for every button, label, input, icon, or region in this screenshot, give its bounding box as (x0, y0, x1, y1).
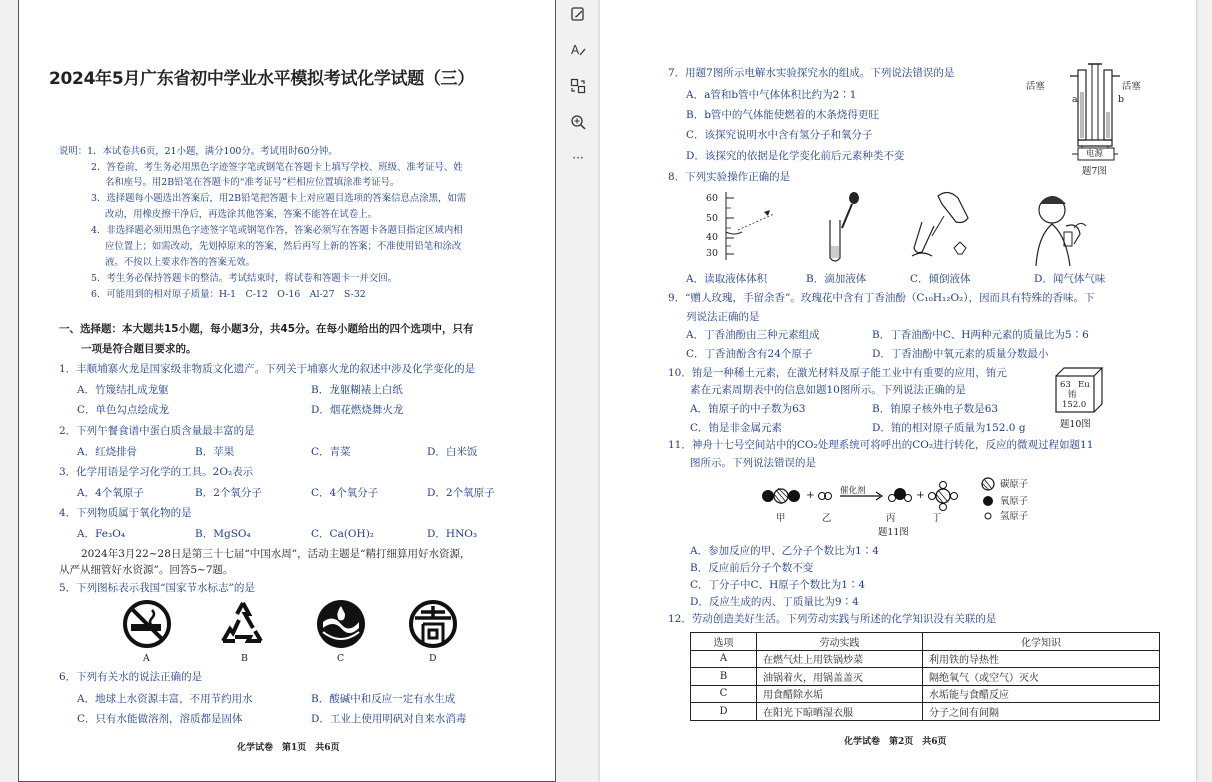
option: D．白米饭 (427, 446, 478, 458)
option: A．读取液体体积 (686, 273, 768, 285)
option: D．闻气体气味 (1034, 273, 1106, 285)
fig7-label: b (1118, 94, 1125, 105)
option: C．铕是非金属元素 (690, 422, 783, 434)
page-footer: 化学试卷 第1页 共6页 (237, 743, 340, 753)
page-footer: 化学试卷 第2页 共6页 (844, 737, 947, 747)
option: B．铕原子核外电子数是63 (872, 403, 999, 415)
table-header: 化学知识 (923, 633, 1160, 651)
option: B．龙躯糊裱上白纸 (311, 384, 403, 396)
option: D．烟花燃烧舞火龙 (311, 404, 404, 416)
catalyst-label: 催化剂 (840, 486, 866, 496)
smelling-gas-diagram (1028, 190, 1092, 268)
instruction-line: 6．可能用到的相对原子质量：H-1 C-12 O-16 Al-27 S-32 (91, 289, 366, 300)
option: C．倾倒液体 (910, 273, 971, 285)
icon-label: B (241, 653, 248, 664)
question-9: 9．“赠人玫瑰，手留余香”。玫瑰花中含有丁香油酚（C₁₀H₁₂O₂），因而具有特殊的香味。下 (668, 292, 1095, 304)
option: C．该探究说明水中含有氢分子和氧分子 (686, 129, 873, 141)
instruction-line: 2．答卷前，考生务必用黑色字迹签字笔或钢笔在答题卡上填写学校、班级、准考证号、姓 (91, 162, 463, 173)
instruction-line: 说明：1．本试卷共6页，21小题，满分100分。考试用时60分钟。 (59, 146, 338, 157)
table-cell: 隔绝氧气（或空气）灭火 (923, 668, 1160, 686)
option: D．该探究的依据是化学变化前后元素种类不变 (686, 150, 905, 162)
table-cell: 利用铁的导热性 (923, 650, 1160, 668)
option: C．单色勾点绘成龙 (77, 404, 170, 416)
question-7: 7．用题7图所示电解水实验探究水的组成。下列说法错误的是 (668, 67, 955, 79)
fig11-caption: 题11图 (878, 527, 909, 538)
molecule-label: 丁 (932, 513, 942, 524)
instruction-line: 液。不按以上要求作答的答案无效。 (105, 257, 256, 268)
document-page-1 (18, 0, 556, 782)
icon-label: D (429, 653, 437, 664)
option: A．Fe₃O₄ (77, 528, 126, 540)
table-cell: D (691, 703, 757, 721)
svg-text:A: A (571, 43, 580, 57)
fig7-caption: 题7图 (1082, 166, 1107, 177)
option: C．只有水能做溶剂，溶质都是固体 (77, 713, 243, 725)
instruction-line: 应位置上；如需改动，先划掉原来的答案，然后再写上新的答案；不准使用铅笔和涂改 (105, 241, 462, 252)
question-10: 素在元素周期表中的信息如题10图所示。下列说法正确的是 (690, 384, 966, 396)
option: A．参加反应的甲、乙分子个数比为1∶4 (690, 545, 879, 557)
table-cell: 油锅着火，用锅盖盖灭 (757, 668, 923, 686)
intro-text: 从严从细管好水资源”。回答5~7题。 (59, 564, 234, 576)
option: B．b管中的气体能使燃着的木条烧得更旺 (686, 109, 879, 121)
table-cell: 水垢能与食醋反应 (923, 685, 1160, 703)
intro-text: 2024年3月22~28日是第三十七届“中国水周”，活动主题是“精打细算用好水资源， (81, 548, 471, 560)
option: B．滴加液体 (806, 273, 867, 285)
option: D．丁香油酚中氧元素的质量分数最小 (872, 348, 1049, 360)
exam-title: 2024年5月广东省初中学业水平模拟考试化学试题（三） (49, 69, 475, 89)
table-cell: 在阳光下晾晒湿衣服 (757, 703, 923, 721)
question-6: 6．下列有关水的说法正确的是 (59, 671, 203, 683)
table-cell: C (691, 685, 757, 703)
element-number: 63 (1060, 380, 1071, 390)
option: D．2个氧原子 (427, 487, 495, 499)
no-smoking-icon (119, 598, 175, 650)
question-4: 4．下列物质属于氧化物的是 (59, 507, 192, 519)
option: B．酸碱中和反应一定有水生成 (311, 693, 456, 705)
plus-sign: + (916, 489, 925, 501)
option: D．反应生成的丙、丁质量比为9∶4 (690, 596, 859, 608)
table-cell: 在燃气灶上用铁锅炒菜 (757, 650, 923, 668)
instruction-line: 3．选择题每小题选出答案后，用2B铅笔把答题卡上对应题目选项的答案信息点涂黑，如需 (91, 193, 467, 204)
option: A．铕原子的中子数为63 (690, 403, 806, 415)
plus-sign: + (806, 489, 815, 501)
question-10: 10．铕是一种稀土元素，在激光材料及原子能工业中有重要的应用，铕元 (668, 367, 1007, 379)
fig7-label: 活塞 (1122, 81, 1141, 92)
question-9: 列说法正确的是 (686, 311, 760, 323)
question-11: 11．神舟十七号空间站中的CO₂处理系统可将呼出的CO₂进行转化，反应的微观过程如题11 (668, 439, 1094, 451)
table-cell: 分子之间有间隔 (923, 703, 1160, 721)
option: A．丁香油酚由三种元素组成 (686, 329, 820, 341)
fig7-power-label: 电源 (1086, 149, 1104, 159)
scale-label: 40 (706, 232, 718, 243)
fig10-caption: 题10图 (1060, 419, 1091, 430)
element-name: 铕 (1068, 390, 1077, 400)
question-1: 1．丰顺埔寨火龙是国家级非物质文化遗产。下列关于埔寨火龙的叙述中涉及化学变化的是 (59, 363, 476, 375)
scale-label: 50 (706, 213, 718, 224)
fig7-label: a (1072, 94, 1078, 105)
option: B．2个氧分子 (195, 487, 262, 499)
table-header: 选项 (691, 633, 757, 651)
table-row (691, 650, 1160, 668)
option: A．a管和b管中气体体积比约为2∶1 (686, 89, 857, 101)
question-12: 12．劳动创造美好生活。下列劳动实践与所述的化学知识没有关联的是 (668, 613, 997, 625)
element-symbol: Eu (1078, 380, 1090, 390)
option: A．竹篾结扎成龙躯 (77, 384, 169, 396)
section-heading: 一项是符合题目要求的。 (81, 343, 197, 355)
recycle-icon (215, 598, 271, 650)
labor-knowledge-table (690, 632, 1160, 721)
option: D．铕的相对原子质量为152.0 g (872, 422, 1026, 434)
convert-icon[interactable] (566, 74, 590, 98)
option: D．工业上使用明矾对自来水消毒 (311, 713, 467, 725)
icon-label: C (337, 653, 345, 664)
option: B．反应前后分子个数不变 (690, 562, 814, 574)
table-row (691, 685, 1160, 703)
section-heading: 一、选择题：本大题共15小题，每小题3分，共45分。在每小题给出的四个选项中，只有 (59, 323, 474, 335)
legend-label: 氧原子 (1000, 496, 1029, 507)
question-8: 8．下列实验操作正确的是 (668, 171, 791, 183)
pouring-liquid-diagram (908, 186, 980, 270)
dropper-diagram (820, 190, 870, 268)
table-header-row (691, 633, 1160, 651)
option: C．4个氧分子 (311, 487, 379, 499)
option: B．丁香油酚中C、H两种元素的质量比为5∶6 (872, 329, 1089, 341)
icon-label: A (143, 653, 150, 664)
table-row (691, 668, 1160, 686)
atom-legend-icons (978, 476, 998, 524)
table-row (691, 703, 1160, 721)
molecule-label: 乙 (822, 513, 832, 524)
instruction-line: 名和座号。用2B铅笔在答题卡的“准考证号”栏相应位置填涂准考证号。 (105, 177, 400, 188)
option: A．地球上水资源丰富，不用节约用水 (77, 693, 253, 705)
molecule-label: 丙 (886, 513, 896, 524)
option: C．丁香油酚含有24个原子 (686, 348, 813, 360)
element-mass: 152.0 (1062, 400, 1087, 410)
table-cell: B (691, 668, 757, 686)
option: C．青菜 (311, 446, 351, 458)
option: C．丁分子中C、H原子个数比为1∶4 (690, 579, 866, 591)
text-icon[interactable] (566, 38, 590, 62)
option: D．HNO₃ (427, 528, 478, 540)
fig7-label: 活塞 (1026, 81, 1045, 92)
option: B．MgSO₄ (195, 528, 251, 540)
edit-icon[interactable] (566, 2, 590, 26)
option: A．4个氧原子 (77, 487, 144, 499)
scale-label: 30 (706, 248, 718, 259)
legend-label: 氢原子 (1000, 511, 1029, 522)
molecule-label: 甲 (776, 513, 786, 524)
energy-saving-icon (405, 598, 461, 650)
legend-label: 碳原子 (1000, 479, 1029, 490)
option: C．Ca(OH)₂ (311, 528, 374, 540)
option: B．苹果 (195, 446, 235, 458)
instruction-line: 改动，用橡皮擦干净后，再选涂其他答案，答案不能答在试卷上。 (105, 209, 377, 220)
water-saving-icon (313, 598, 369, 650)
question-11: 图所示。下列说法错误的是 (690, 457, 816, 469)
question-3: 3．化学用语是学习化学的工具。2O₂表示 (59, 466, 254, 478)
table-header: 劳动实践 (757, 633, 923, 651)
table-cell: A (691, 650, 757, 668)
zoom-icon[interactable] (566, 110, 590, 134)
instruction-line: 5．考生务必保持答题卡的整洁。考试结束时，将试卷和答题卡一并交回。 (91, 273, 397, 284)
scale-label: 60 (706, 193, 718, 204)
instruction-line: 4．非选择题必须用黑色字迹签字笔或钢笔作答，答案必须写在答题卡各题目指定区域内相 (91, 225, 463, 236)
side-toolbar (566, 0, 592, 182)
table-cell: 用食醋除水垢 (757, 685, 923, 703)
question-5: 5．下列图标表示我国“国家节水标志”的是 (59, 582, 255, 594)
document-page-2 (600, 0, 1196, 782)
more-button[interactable]: ··· (572, 151, 584, 165)
option: A．红烧排骨 (77, 446, 138, 458)
question-2: 2．下列午餐食谱中蛋白质含量最丰富的是 (59, 425, 255, 437)
